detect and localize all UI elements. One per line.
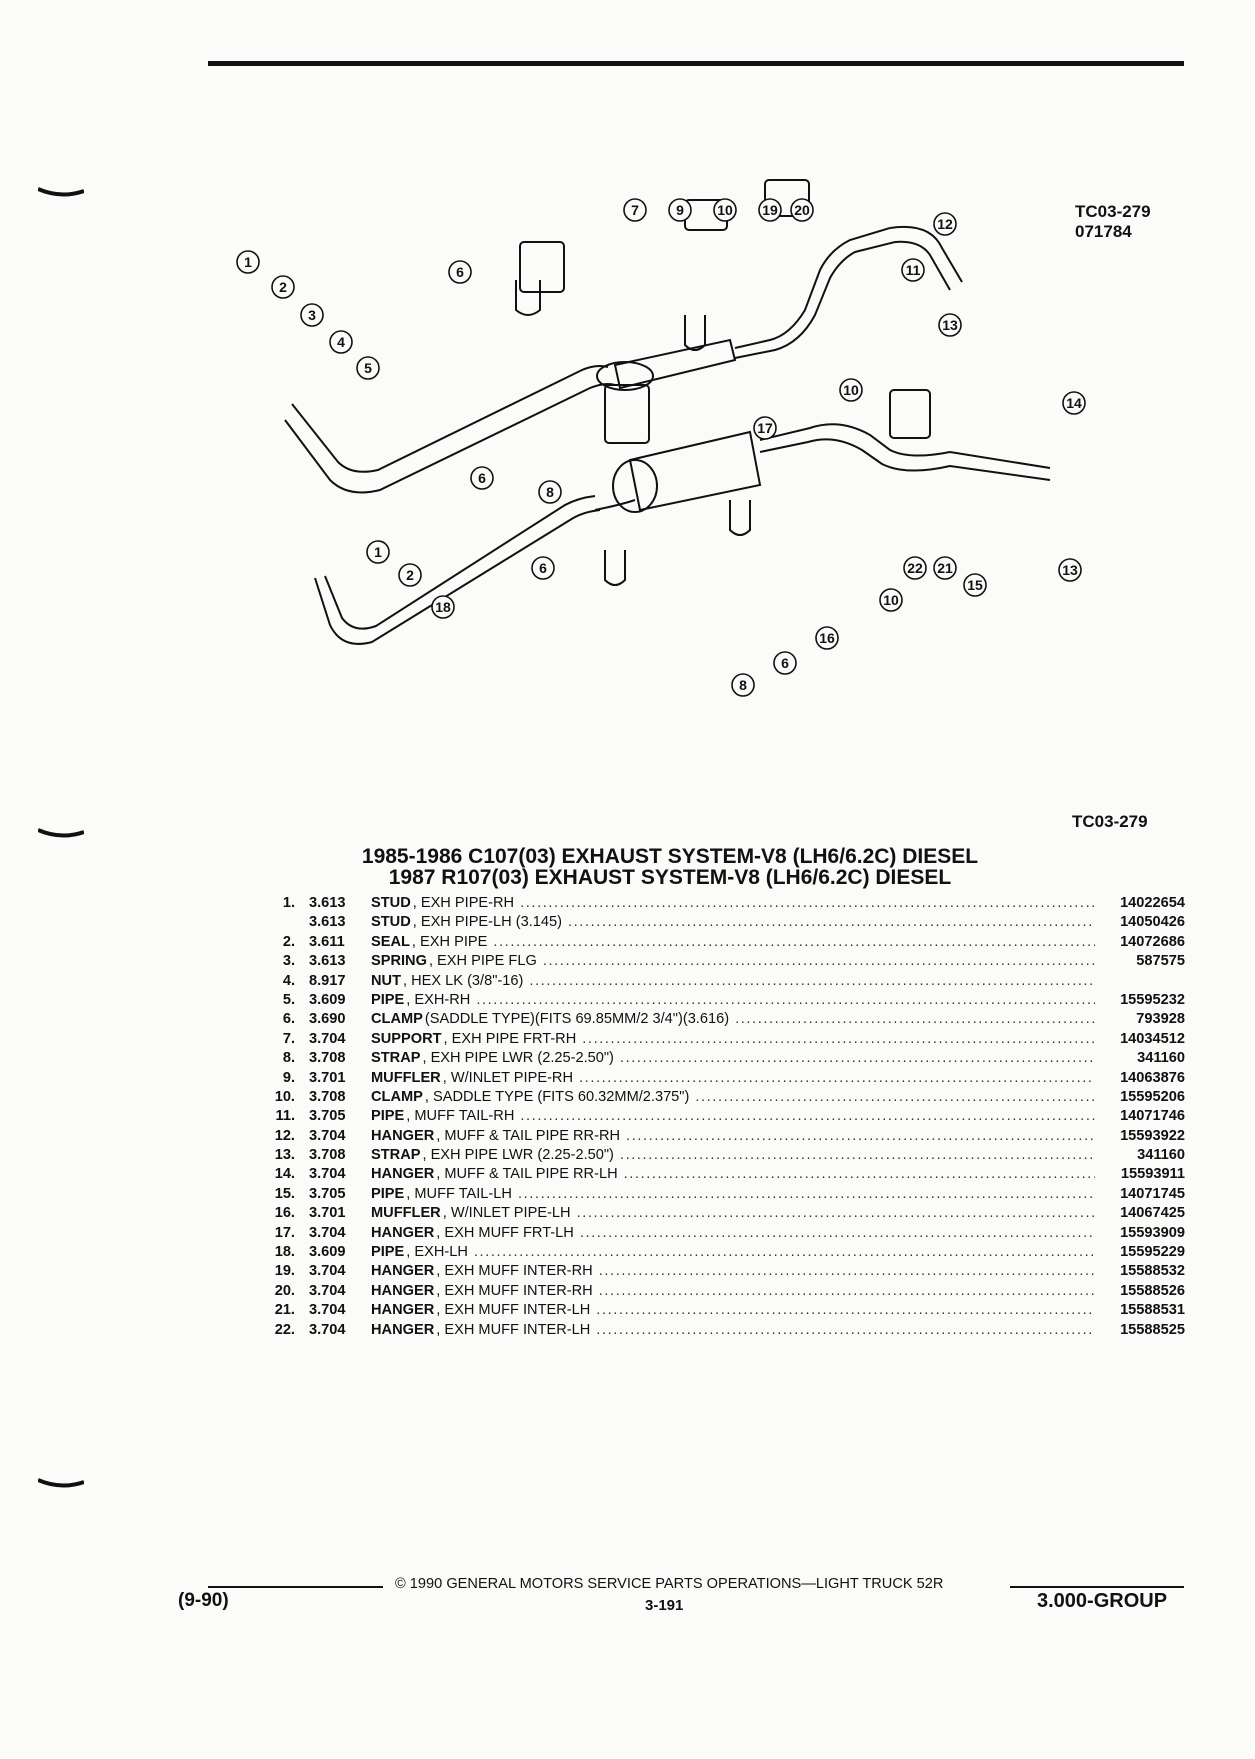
exhaust-system-diagram: [230, 160, 1130, 720]
part-group: 3.690: [309, 1011, 346, 1028]
part-number: 7.: [282, 1030, 295, 1047]
part-number: 11.: [275, 1108, 295, 1125]
part-catalog-number: 14063876: [1120, 1069, 1185, 1086]
part-name: CLAMP: [371, 1011, 423, 1028]
part-description: [371, 913, 1095, 932]
svg-text:19: 19: [762, 202, 778, 218]
footer-group: 3.000-GROUP: [1037, 1590, 1168, 1612]
part-number: 6.: [282, 1011, 295, 1028]
svg-text:16: 16: [819, 630, 835, 646]
dot-leader: [468, 1243, 1095, 1262]
dot-leader: [487, 933, 1095, 952]
part-group: 3.704: [309, 1127, 346, 1144]
footer-date: (9-90): [178, 1590, 229, 1611]
part-group: 3.704: [309, 1302, 346, 1319]
part-name: HANGER: [371, 1127, 435, 1144]
part-row: [255, 1282, 1185, 1301]
dot-leader: [593, 1282, 1095, 1301]
part-description: [371, 1088, 1095, 1107]
footer-copyright: © 1990 GENERAL MOTORS SERVICE PARTS OPERATIONS—LIGHT TRUCK 52R: [395, 1576, 944, 1592]
callout-9: [669, 199, 691, 221]
svg-text:8: 8: [546, 484, 554, 500]
part-group: 3.704: [309, 1224, 346, 1241]
svg-text:2: 2: [279, 279, 287, 295]
callout-6: [774, 652, 796, 674]
part-detail: , EXH PIPE LWR (2.25-2.50"): [422, 1050, 614, 1067]
muffler-lh-inlet: [595, 500, 635, 510]
svg-text:10: 10: [883, 592, 899, 608]
callout-6: [449, 261, 471, 283]
part-number: 19.: [274, 1263, 295, 1280]
svg-text:1: 1: [244, 254, 252, 270]
dot-leader: [562, 913, 1095, 932]
part-catalog-number: [1095, 972, 1185, 991]
part-number: 21.: [274, 1302, 295, 1319]
svg-text:13: 13: [1062, 562, 1078, 578]
part-row: [255, 933, 1185, 952]
callout-13: [1059, 559, 1081, 581]
part-group: 3.704: [309, 1321, 346, 1338]
svg-text:20: 20: [794, 202, 810, 218]
svg-text:13: 13: [942, 317, 958, 333]
part-group: 3.708: [309, 1088, 346, 1105]
part-group: 3.708: [309, 1147, 346, 1164]
part-number: [255, 913, 309, 932]
part-row: [255, 1262, 1185, 1281]
svg-text:10: 10: [717, 202, 733, 218]
part-catalog-number: 14072686: [1120, 933, 1185, 950]
svg-text:6: 6: [478, 470, 486, 486]
dot-leader: [574, 1224, 1095, 1243]
part-detail: , W/INLET PIPE-LH: [442, 1205, 571, 1222]
part-row: [255, 894, 1185, 913]
parts-list: [255, 894, 1185, 1340]
part-row: [255, 1049, 1185, 1068]
dot-leader: [620, 1127, 1095, 1146]
section-title-1: 1985-1986 C107(03) EXHAUST SYSTEM-V8 (LH6/6.2C) DIESEL: [361, 845, 979, 868]
callout-16: [816, 627, 838, 649]
part-catalog-number: 341160: [1137, 1050, 1185, 1067]
part-number: 10.: [274, 1088, 295, 1105]
part-group: 3.613: [309, 895, 346, 911]
svg-text:10: 10: [843, 382, 859, 398]
part-detail: , HEX LK (3/8"-16): [403, 972, 524, 989]
part-detail: (SADDLE TYPE)(FITS 69.85MM/2 3/4")(3.616): [424, 1011, 730, 1028]
part-name: PIPE: [371, 1108, 405, 1125]
callout-10: [840, 379, 862, 401]
part-row: [255, 1107, 1185, 1126]
part-row: [255, 1301, 1185, 1320]
svg-text:5: 5: [364, 360, 372, 376]
dot-leader: [470, 991, 1095, 1010]
svg-text:8: 8: [739, 677, 747, 693]
tail-pipe-lh: [760, 424, 1050, 468]
svg-text:11: 11: [905, 262, 921, 278]
footer-page-number: 3-191: [645, 1597, 684, 1614]
part-detail: , EXH MUFF FRT-LH: [436, 1224, 574, 1241]
part-catalog-number: 14071745: [1120, 1185, 1185, 1202]
part-row: [255, 1146, 1185, 1165]
part-row: [255, 913, 1185, 932]
dot-leader: [729, 1010, 1095, 1029]
part-group: 3.704: [309, 1166, 346, 1183]
part-row: [255, 952, 1185, 971]
part-group: 3.708: [309, 1050, 346, 1067]
part-detail: , MUFF TAIL-LH: [406, 1185, 512, 1202]
part-detail: , EXH MUFF INTER-LH: [436, 1302, 591, 1319]
part-number: 22.: [274, 1321, 295, 1338]
svg-text:1: 1: [374, 544, 382, 560]
callout-1: [367, 541, 389, 563]
part-detail: , EXH MUFF INTER-RH: [436, 1263, 593, 1280]
clamp-saddle: [605, 550, 625, 585]
part-number: 17.: [274, 1224, 295, 1241]
svg-text:18: 18: [435, 599, 451, 615]
dot-leader: [614, 1049, 1095, 1068]
part-detail: , EXH MUFF INTER-LH: [436, 1321, 591, 1338]
part-group: 3.704: [309, 1282, 346, 1299]
callout-17: [754, 417, 776, 439]
callout-10: [880, 589, 902, 611]
callout-11: [902, 259, 924, 281]
part-group: 8.917: [309, 972, 346, 989]
part-catalog-number: 15593909: [1120, 1224, 1185, 1241]
part-row: [255, 1127, 1185, 1146]
part-row: [255, 991, 1185, 1010]
dot-leader: [514, 1107, 1095, 1126]
dot-leader: [618, 1165, 1095, 1184]
margin-tick-mark: [38, 1478, 84, 1488]
part-detail: , SADDLE TYPE (FITS 60.32MM/2.375"): [424, 1088, 690, 1105]
part-catalog-number: 15588526: [1120, 1282, 1185, 1299]
dot-leader: [614, 1146, 1095, 1165]
callout-21: [934, 557, 956, 579]
clamp-saddle: [730, 500, 750, 535]
part-catalog-number: 15593911: [1120, 1166, 1185, 1183]
part-name: SEAL: [371, 933, 410, 950]
part-group: 3.613: [309, 914, 346, 931]
part-description: [371, 1204, 1095, 1223]
svg-text:22: 22: [907, 560, 923, 576]
part-number: 13.: [274, 1147, 295, 1164]
part-row: [255, 1185, 1185, 1204]
part-name: PIPE: [371, 1244, 405, 1261]
part-description: [371, 1069, 1095, 1088]
part-catalog-number: 15588525: [1120, 1321, 1185, 1338]
callout-10: [714, 199, 736, 221]
callout-6: [471, 467, 493, 489]
dot-leader: [576, 1030, 1095, 1049]
part-description: [371, 991, 1095, 1010]
part-detail: , EXH-LH: [406, 1244, 468, 1261]
tail-pipe-lh: [760, 439, 1050, 480]
part-catalog-number: 15595206: [1120, 1088, 1185, 1105]
callout-2: [399, 564, 421, 586]
part-catalog-number: 15588531: [1120, 1302, 1185, 1319]
top-rule: [208, 61, 1184, 66]
part-group: 3.705: [309, 1108, 346, 1125]
clamp-saddle: [685, 315, 705, 350]
svg-text:12: 12: [937, 216, 953, 232]
tail-pipe-rh: [735, 228, 890, 348]
part-detail: , MUFF & TAIL PIPE RR-LH: [436, 1166, 618, 1183]
part-name: NUT: [371, 972, 401, 989]
callout-3: [301, 304, 323, 326]
part-name: SUPPORT: [371, 1030, 442, 1047]
part-description: [371, 1010, 1095, 1029]
svg-text:7: 7: [631, 202, 639, 218]
hanger-front-rh: [520, 242, 564, 292]
svg-text:6: 6: [781, 655, 789, 671]
part-detail: , EXH PIPE: [411, 933, 488, 950]
dot-leader: [512, 1185, 1095, 1204]
exh-pipe-lh: [315, 510, 600, 644]
part-detail: , EXH MUFF INTER-RH: [436, 1282, 593, 1299]
part-description: [371, 894, 1095, 913]
part-number: 16.: [274, 1205, 295, 1222]
part-description: [371, 1107, 1095, 1126]
part-group: 3.701: [309, 1069, 346, 1086]
part-catalog-number: 15595232: [1120, 991, 1185, 1008]
part-group: 3.704: [309, 1030, 346, 1047]
footer-rule-left: [208, 1586, 383, 1588]
part-name: STRAP: [371, 1147, 421, 1164]
part-detail: , EXH PIPE-RH: [412, 895, 515, 911]
dot-leader: [537, 952, 1095, 971]
part-detail: , MUFF & TAIL PIPE RR-RH: [436, 1127, 621, 1144]
exh-pipe-rh: [285, 384, 615, 492]
part-name: HANGER: [371, 1263, 435, 1280]
part-description: [371, 1030, 1095, 1049]
part-description: [371, 1282, 1095, 1301]
part-number: 9.: [282, 1069, 295, 1086]
part-detail: , EXH PIPE-LH (3.145): [412, 914, 562, 931]
part-catalog-number: 14034512: [1120, 1030, 1185, 1047]
part-name: STRAP: [371, 1050, 421, 1067]
dot-leader: [689, 1088, 1095, 1107]
part-name: HANGER: [371, 1302, 435, 1319]
part-description: [371, 952, 1095, 971]
tail-pipe-rh: [890, 227, 962, 282]
part-row: [255, 1224, 1185, 1243]
callout-15: [964, 574, 986, 596]
part-detail: , W/INLET PIPE-RH: [442, 1069, 574, 1086]
callout-1: [237, 251, 259, 273]
svg-text:21: 21: [937, 560, 953, 576]
part-description: [371, 1321, 1095, 1340]
part-catalog-number: 14050426: [1120, 914, 1185, 931]
part-row: [255, 1010, 1185, 1029]
part-name: HANGER: [371, 1321, 435, 1338]
part-detail: , EXH PIPE LWR (2.25-2.50"): [422, 1147, 614, 1164]
callout-19: [759, 199, 781, 221]
callout-18: [432, 596, 454, 618]
part-number: 1.: [282, 895, 295, 911]
svg-text:6: 6: [456, 264, 464, 280]
part-description: [371, 1049, 1095, 1068]
part-description: [371, 972, 1095, 991]
part-number: 2.: [282, 933, 295, 950]
figure-code: TC03-279: [1075, 202, 1151, 221]
part-group: 3.613: [309, 953, 346, 970]
callout-5: [357, 357, 379, 379]
part-name: PIPE: [371, 991, 405, 1008]
callout-22: [904, 557, 926, 579]
svg-text:2: 2: [406, 567, 414, 583]
part-catalog-number: 14067425: [1120, 1205, 1185, 1222]
part-number: 18.: [274, 1244, 295, 1261]
part-catalog-number: 14071746: [1120, 1108, 1185, 1125]
part-catalog-number: 15595229: [1120, 1244, 1185, 1261]
part-number: 8.: [282, 1050, 295, 1067]
dot-leader: [514, 894, 1095, 913]
svg-text:6: 6: [539, 560, 547, 576]
muffler-rh: [615, 340, 735, 388]
part-row: [255, 1165, 1185, 1184]
part-group: 3.701: [309, 1205, 346, 1222]
part-detail: , EXH-RH: [406, 991, 471, 1008]
part-row: [255, 1088, 1185, 1107]
section-title-2: 1987 R107(03) EXHAUST SYSTEM-V8 (LH6/6.2C) DIESEL: [388, 866, 952, 889]
callout-8: [732, 674, 754, 696]
part-group: 3.611: [309, 933, 345, 950]
part-row: [255, 1321, 1185, 1340]
part-row: [255, 1069, 1185, 1088]
part-group: 3.704: [309, 1263, 346, 1280]
part-name: STUD: [371, 895, 411, 911]
part-name: MUFFLER: [371, 1205, 441, 1222]
part-description: [371, 1185, 1095, 1204]
part-description: [371, 1146, 1095, 1165]
callout-14: [1063, 392, 1085, 414]
part-catalog-number: 587575: [1136, 953, 1185, 970]
part-name: SPRING: [371, 953, 427, 970]
tail-pipe-rh: [735, 242, 895, 358]
figure-code-bottom: TC03-279: [1072, 812, 1148, 831]
svg-text:17: 17: [757, 420, 773, 436]
dot-leader: [523, 972, 1095, 991]
part-name: HANGER: [371, 1282, 435, 1299]
hanger-front-lh: [605, 385, 649, 443]
part-detail: , MUFF TAIL-RH: [406, 1108, 515, 1125]
margin-tick-mark: [38, 828, 84, 838]
part-number: 3.: [282, 953, 295, 970]
svg-text:15: 15: [967, 577, 983, 593]
part-description: [371, 1165, 1095, 1184]
part-description: [371, 1127, 1095, 1146]
part-catalog-number: 14022654: [1120, 895, 1185, 911]
part-number: 5.: [282, 991, 295, 1008]
part-detail: , EXH PIPE FLG: [428, 953, 537, 970]
part-name: HANGER: [371, 1224, 435, 1241]
part-row: [255, 1243, 1185, 1262]
callout-2: [272, 276, 294, 298]
svg-text:4: 4: [337, 334, 345, 350]
dot-leader: [593, 1262, 1095, 1281]
callout-7: [624, 199, 646, 221]
part-group: 3.609: [309, 1244, 346, 1261]
part-description: [371, 1224, 1095, 1243]
dot-leader: [590, 1321, 1095, 1340]
part-row: [255, 972, 1185, 991]
callout-12: [934, 213, 956, 235]
part-group: 3.705: [309, 1185, 346, 1202]
part-catalog-number: 15593922: [1120, 1127, 1185, 1144]
part-description: [371, 1262, 1095, 1281]
callout-6: [532, 557, 554, 579]
hanger-rear-lh: [890, 390, 930, 438]
callout-13: [939, 314, 961, 336]
part-number: 4.: [282, 972, 295, 989]
muffler-lh: [630, 432, 760, 510]
part-group: 3.609: [309, 991, 346, 1008]
figure-date-code: 071784: [1075, 222, 1132, 241]
dot-leader: [590, 1301, 1095, 1320]
part-name: STUD: [371, 914, 411, 931]
callout-20: [791, 199, 813, 221]
part-row: [255, 1030, 1185, 1049]
part-name: MUFFLER: [371, 1069, 441, 1086]
part-catalog-number: 793928: [1136, 1011, 1185, 1028]
svg-text:9: 9: [676, 202, 684, 218]
margin-tick-mark: [38, 187, 84, 197]
part-name: PIPE: [371, 1185, 405, 1202]
svg-text:14: 14: [1066, 395, 1082, 411]
callout-8: [539, 481, 561, 503]
part-detail: , EXH PIPE FRT-RH: [443, 1030, 577, 1047]
dot-leader: [573, 1069, 1095, 1088]
part-name: CLAMP: [371, 1088, 423, 1105]
footer-rule-right: [1010, 1586, 1184, 1588]
part-description: [371, 933, 1095, 952]
part-number: 12.: [274, 1127, 295, 1144]
part-description: [371, 1301, 1095, 1320]
part-description: [371, 1243, 1095, 1262]
callout-4: [330, 331, 352, 353]
part-number: 15.: [274, 1185, 295, 1202]
dot-leader: [571, 1204, 1095, 1223]
part-catalog-number: 341160: [1137, 1147, 1185, 1164]
svg-text:3: 3: [308, 307, 316, 323]
part-number: 20.: [274, 1282, 295, 1299]
part-number: 14.: [274, 1166, 295, 1183]
part-catalog-number: 15588532: [1120, 1263, 1185, 1280]
part-name: HANGER: [371, 1166, 435, 1183]
exh-pipe-lh: [325, 496, 595, 629]
part-row: [255, 1204, 1185, 1223]
